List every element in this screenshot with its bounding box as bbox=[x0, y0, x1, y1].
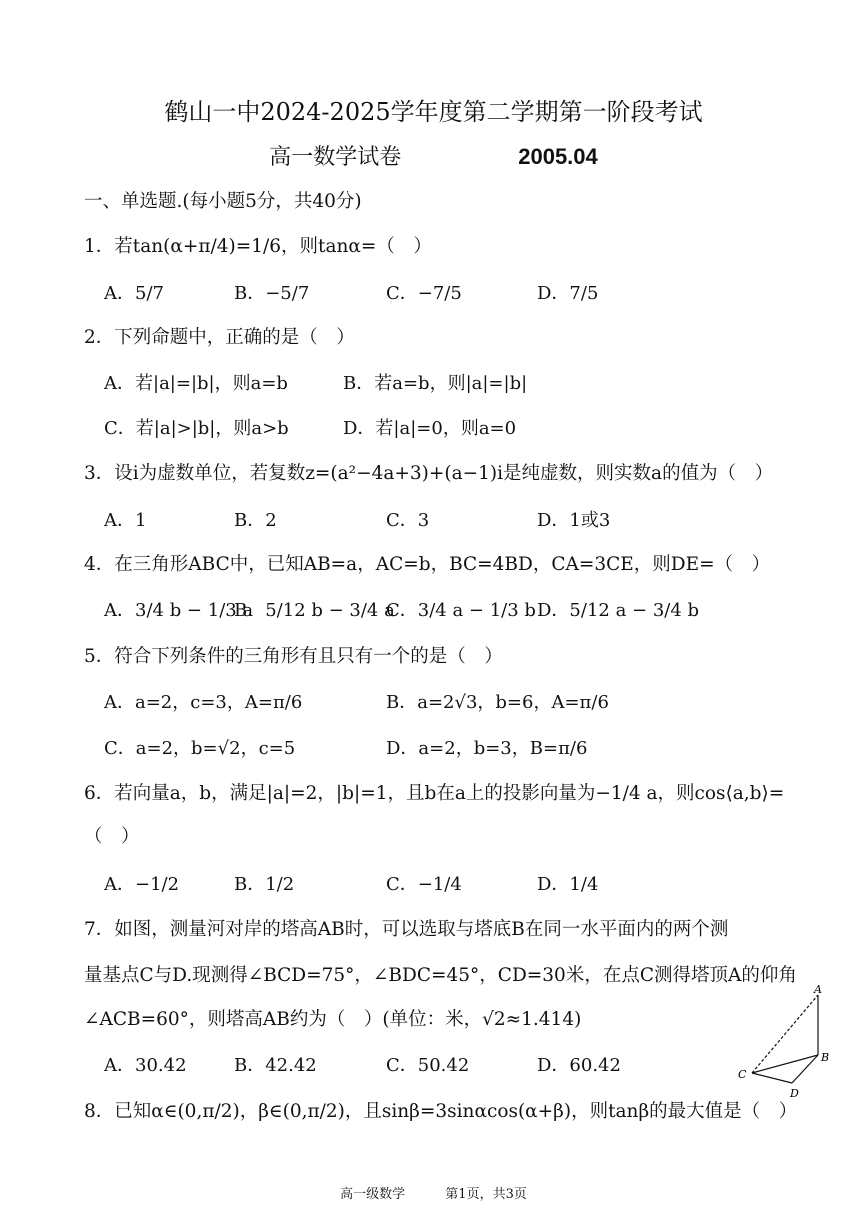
q2-option-d: D．若|a|=0，则a=0 bbox=[343, 418, 517, 439]
q5-option-c: C．a=2，b=√2，c=5 bbox=[104, 738, 296, 759]
q4-option-d: D．5/12 a − 3/4 b bbox=[537, 600, 700, 621]
q1-option-b: B．−5/7 bbox=[234, 283, 310, 304]
tower-figure bbox=[730, 985, 840, 1105]
exam-title: 鹤山一中2024-2025学年度第二学期第一阶段考试 bbox=[164, 98, 703, 126]
q6-option-b: B．1/2 bbox=[234, 874, 295, 895]
question-1-stem: 1．若tan(α+π/4)=1/6，则tanα=（ ） bbox=[84, 236, 432, 257]
question-2-stem: 2．下列命题中，正确的是（ ） bbox=[84, 327, 355, 348]
q2-option-a: A．若|a|=|b|，则a=b bbox=[104, 373, 288, 394]
q5-option-d: D．a=2，b=3，B=π/6 bbox=[386, 738, 588, 759]
q1-option-c: C．−7/5 bbox=[386, 283, 462, 304]
subject-title: 高一数学试卷 bbox=[269, 145, 402, 170]
page-footer bbox=[0, 1183, 867, 1202]
question-3-stem: 3．设i为虚数单位，若复数z=(a²−4a+3)+(a−1)i是纯虚数，则实数a的值为（ ） bbox=[84, 463, 774, 484]
footer-page-number: 第1页，共3页 bbox=[445, 1187, 527, 1202]
q3-option-b: B．2 bbox=[234, 510, 277, 531]
q7-option-b: B．42.42 bbox=[234, 1055, 317, 1076]
q2-option-c: C．若|a|>|b|，则a>b bbox=[104, 418, 289, 439]
q3-option-d: D．1或3 bbox=[537, 510, 611, 531]
fig-label-c: C bbox=[738, 1068, 747, 1081]
question-7-stem-line2: 量基点C与D.现测得∠BCD=75°，∠BDC=45°，CD=30米，在点C测得塔顶A的仰角 bbox=[84, 965, 797, 986]
q2-option-b: B．若a=b，则|a|=|b| bbox=[343, 373, 528, 394]
question-6-stem-cont: （ ） bbox=[84, 826, 140, 847]
q7-option-a: A．30.42 bbox=[104, 1055, 187, 1076]
fig-line-ac bbox=[752, 995, 818, 1073]
q3-option-c: C．3 bbox=[386, 510, 430, 531]
q1-option-a: A．5/7 bbox=[104, 283, 164, 304]
q6-option-c: C．−1/4 bbox=[386, 874, 462, 895]
section-heading: 一、单选题.(每小题5分，共40分) bbox=[84, 191, 362, 212]
exam-date: 2005.04 bbox=[518, 144, 598, 169]
fig-line-cb bbox=[752, 1055, 818, 1073]
fig-line-cd bbox=[752, 1073, 792, 1083]
fig-label-a: A bbox=[814, 985, 822, 996]
question-7-stem: 7．如图，测量河对岸的塔高AB时，可以选取与塔底B在同一水平面内的两个测 bbox=[84, 919, 729, 940]
q6-option-d: D．1/4 bbox=[537, 874, 599, 895]
footer-subject: 高一级数学 bbox=[340, 1187, 406, 1202]
fig-line-db bbox=[792, 1055, 818, 1083]
q7-option-d: D．60.42 bbox=[537, 1055, 621, 1076]
q6-option-a: A．−1/2 bbox=[104, 874, 180, 895]
question-4-stem: 4．在三角形ABC中，已知AB=a，AC=b，BC=4BD，CA=3CE，则DE=（ ） bbox=[84, 554, 771, 575]
fig-label-d: D bbox=[790, 1087, 799, 1100]
fig-label-b: B bbox=[821, 1051, 830, 1064]
q4-option-c: C．3/4 a − 1/3 b bbox=[386, 600, 536, 621]
exam-subtitle bbox=[0, 140, 867, 171]
q1-option-d: D．7/5 bbox=[537, 283, 599, 304]
q4-option-a: A．3/4 b − 1/3 a bbox=[104, 600, 254, 621]
q7-option-c: C．50.42 bbox=[386, 1055, 470, 1076]
question-5-stem: 5．符合下列条件的三角形有且只有一个的是（ ） bbox=[84, 646, 503, 667]
q5-option-b: B．a=2√3，b=6，A=π/6 bbox=[386, 692, 609, 713]
q5-option-a: A．a=2，c=3，A=π/6 bbox=[104, 692, 303, 713]
question-8-stem: 8．已知α∈(0,π/2)，β∈(0,π/2)，且sinβ=3sinαcos(α+β)，则tanβ的最大值是（ ） bbox=[84, 1101, 798, 1122]
q3-option-a: A．1 bbox=[104, 510, 147, 531]
question-6-stem: 6．若向量a，b，满足|a|=2，|b|=1，且b在a上的投影向量为−1/4 a，则cos⟨a,b⟩= bbox=[84, 783, 785, 804]
q4-option-b: B．5/12 b − 3/4 a bbox=[234, 600, 395, 621]
question-7-stem-line3: ∠ACB=60°，则塔高AB约为（ ）(单位：米，√2≈1.414) bbox=[84, 1009, 582, 1030]
